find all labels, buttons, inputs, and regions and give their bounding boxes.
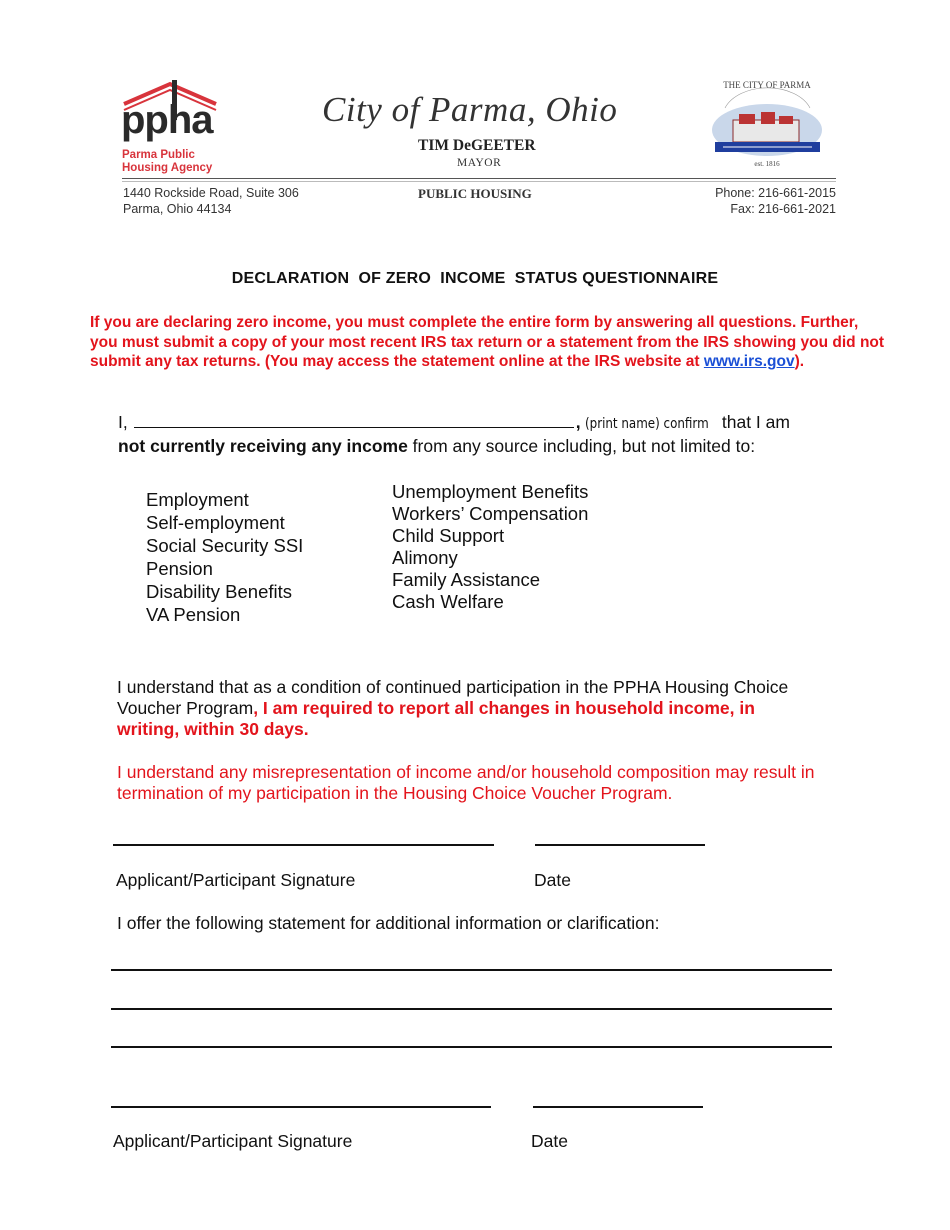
- list-item: Child Support: [392, 525, 505, 546]
- agency-name-line2: Housing Agency: [122, 162, 213, 174]
- date-line-1[interactable]: [535, 844, 705, 846]
- ack1-required: , I am required to report all changes in household income, in writing, within 30 days.: [117, 698, 755, 739]
- signature-line-2[interactable]: [111, 1106, 491, 1108]
- signature-label-1: Applicant/Participant Signature: [116, 870, 356, 890]
- additional-statement-prompt: I offer the following statement for additional information or clarification:: [117, 913, 660, 933]
- income-sources-left: [146, 488, 303, 626]
- notice-text: If you are declaring zero income, you must complete the entire form by answering all questions. Further, you must submit a copy of your most recent IRS tax return or a statement from the IRS showing you did not submit any tax returns. (You may access the statement online at the IRS website at: [90, 314, 885, 370]
- declaration-bold: not currently receiving any income: [118, 436, 408, 456]
- address-line1: 1440 Rockside Road, Suite 306: [123, 186, 299, 200]
- zero-income-notice: [90, 313, 890, 372]
- agency-logo-wordmark: ppha: [121, 98, 213, 142]
- list-item: Disability Benefits: [146, 581, 293, 602]
- declaration-line2: [118, 436, 755, 457]
- declaration-prefix: I,: [118, 412, 128, 432]
- signature-label-2: Applicant/Participant Signature: [113, 1131, 353, 1151]
- ack1-plain: I understand that as a condition of continued participation in the PPHA Housing Choice Voucher Program: [117, 677, 789, 718]
- city-title: City of Parma, Ohio: [322, 90, 618, 129]
- fax-number: Fax: 216-661-2021: [730, 202, 836, 216]
- address-line2: Parma, Ohio 44134: [123, 202, 232, 216]
- date-label-2: Date: [531, 1131, 568, 1151]
- declaration-suffix: that I am: [717, 412, 790, 432]
- misrepresentation-acknowledgment: I understand any misrepresentation of income and/or household composition may result in termination of my participation in the Housing Choice Voucher Program.: [117, 762, 815, 803]
- seal-top-text: THE CITY OF PARMA: [723, 80, 811, 90]
- list-item: Family Assistance: [392, 569, 541, 590]
- statement-line-2[interactable]: [111, 1008, 832, 1010]
- signature-line-1[interactable]: [113, 844, 494, 846]
- notice-end: ).: [794, 353, 805, 370]
- city-seal-icon: [705, 78, 830, 170]
- form-title: DECLARATION OF ZERO INCOME STATUS QUESTIONNAIRE: [231, 270, 719, 287]
- declaration-rest: from any source including, but not limited to:: [407, 436, 756, 456]
- seal-established: est. 1816: [754, 160, 780, 168]
- date-line-2[interactable]: [533, 1106, 703, 1108]
- mayor-name: TIM DeGEETER: [418, 137, 536, 154]
- income-sources-right: [392, 481, 588, 613]
- declaration-line: [118, 411, 790, 433]
- phone-number: Phone: 216-661-2015: [715, 186, 836, 200]
- mayor-title: MAYOR: [457, 157, 502, 169]
- list-item: Pension: [146, 558, 213, 579]
- header-divider-thin: [122, 181, 836, 182]
- agency-name-line1: Parma Public: [122, 149, 195, 161]
- statement-line-1[interactable]: [111, 969, 832, 971]
- list-item: Self-employment: [146, 512, 285, 533]
- print-name-field[interactable]: [134, 411, 574, 428]
- list-item: Unemployment Benefits: [392, 481, 589, 502]
- list-item: Social Security SSI: [146, 535, 304, 556]
- list-item: Alimony: [392, 547, 458, 568]
- agency-name: [122, 149, 212, 175]
- reporting-acknowledgment: [117, 677, 817, 740]
- header-divider: [122, 178, 836, 179]
- list-item: VA Pension: [146, 604, 241, 625]
- statement-line-3[interactable]: [111, 1046, 832, 1048]
- department-label: PUBLIC HOUSING: [418, 186, 532, 201]
- date-label-1: Date: [534, 870, 571, 890]
- list-item: Workers’ Compensation: [392, 503, 589, 524]
- declaration-comma: ,: [575, 412, 581, 432]
- print-name-hint: (print name) confirm: [585, 416, 710, 432]
- list-item: Cash Welfare: [392, 591, 504, 612]
- irs-website-link[interactable]: www.irs.gov: [703, 353, 795, 370]
- list-item: Employment: [146, 489, 249, 510]
